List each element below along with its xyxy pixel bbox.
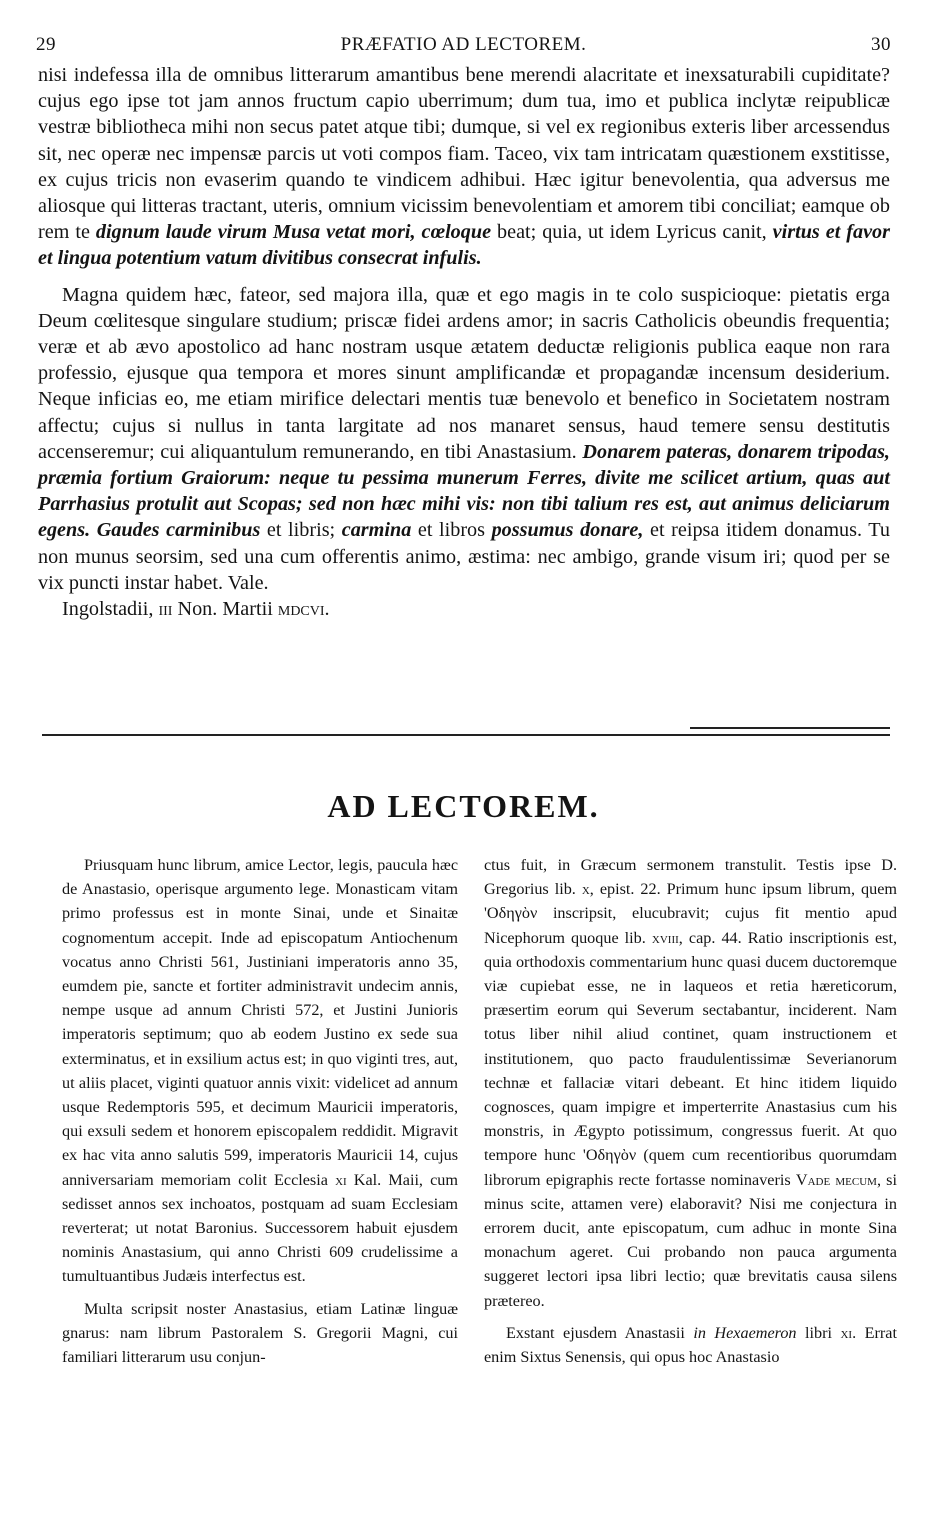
text-span: , epist. 22. Primum hunc ipsum librum, quem 'Οδηγὸν inscripsit, elucubravit; cujus fit mentio apud Nicephorum quoque lib. (484, 880, 897, 947)
italic-word: carmina (341, 519, 412, 542)
text-span: et reipsa itidem donamus. Tu non munus seorsim, sed una cum offerentis animo, æstima: nec ambigo, grande visum iri; quod per se vix puncti instar habet. Vale. (38, 519, 890, 594)
section-divider-short (690, 727, 890, 729)
roman-numeral: xi (840, 1323, 853, 1342)
italic-quote: virtus et favor et lingua potentium vatum divitibus consecrat infulis. (38, 221, 890, 270)
roman-numeral: xi (335, 1170, 347, 1189)
italic-quote: dignum laude virum Musa vetat mori, cœloque (95, 221, 492, 244)
roman-numeral: iii (158, 598, 173, 621)
roman-numeral: xviii (651, 928, 679, 947)
section-title: AD LECTOREM. (327, 788, 600, 824)
text-span: Kal. Maii, cum sedisset annos sex inchoatos, postquam ad suam Ecclesiam reverterat; ut notat Baronius. Successorem habuit ejusdem nominis Anastasium, qui anno Christi 609 crudelissime a tumultuantibus Judæis interfectus est. (62, 1170, 458, 1286)
right-paragraph-2 (484, 1321, 897, 1369)
page-number-left: 29 (36, 34, 56, 55)
roman-numeral: x (581, 880, 590, 899)
text-span: Magna quidem hæc, fateor, sed majora illa, quæ et ego magis in te colo suspicioque: pietatis erga Deum cœlitesque singulare studium; priscæ fidei ardens amor; in sacris Catholicis obeundis frequentia; veræ et ab ævo apostolico ad hanc nostram usque ætatem deductæ religionis publica eaque non rara professio, ejusque qua tempora et mores sinunt amplificandæ et propagandæ incensum desiderium. Neque inficias eo, me etiam mirifice delectari mentis tuæ benevolo et benefico in Societatem nostram affectu; cujus si nullus in tanta largitate ad nos manaret sensus, haud temere sensu destitutis accenseremur; cui aliquantulum remunerando, en tibi Anastasium. (38, 283, 890, 463)
preface-paragraph-1 (38, 62, 890, 272)
right-paragraph-1 (484, 853, 897, 1313)
text-span: , si minus scite, attamen vere) elaboravit? Nisi me conjectura in errorem ducit, ante episcopatum, cum adhuc in monte Sina monachum ageret. Cui probando non pauca argumenta suggeret lectori ipsa libri lectio; quæ brevitatis causa silens prætereo. (484, 1170, 897, 1310)
preface-text (38, 62, 890, 622)
text-span: et libros (411, 519, 492, 542)
small-caps-phrase: Vade mecum (795, 1170, 877, 1189)
text-span: libri (796, 1323, 841, 1342)
italic-quote: Donarem pateras, donarem tripodas, præmia fortium Graiorum: neque tu pessima munerum Ferres, divite me scilicet artium, quas aut Parrhasius protulit aut Scopas; sed non hæc mihi vis: non tibi talium res est, aut animus deliciarum egens. Gaudes carminibus (38, 440, 890, 542)
running-head (36, 34, 891, 58)
left-column (62, 853, 458, 1369)
left-paragraph-1 (62, 853, 458, 1289)
text-span: Ingolstadii, (62, 598, 159, 621)
right-column (484, 853, 897, 1369)
text-span: Priusquam hunc librum, amice Lector, legis, paucula hæc de Anastasio, operisque argumento lege. Monasticam vitam primo professus est in monte Sinai, unde et Sinaitæ cognomentum accepit. Inde ad episcopatum Antiochenum vocatus anno Christi 561, Justiniani imperatoris anno 35, eumdem pie, sancte et fortiter administravit undecim annis, nempe usque ad annum Christi 572, et Justini Junioris imperatoris septimum; quo ab eodem Justino ex sede sua exterminatus, et in exsilium actus est; in quo viginti tres, aut, ut aliis placet, viginti quatuor annis vixit: videlicet ad annum usque Redemptoris 595, et decimum Mauricii imperatoris, qui exsuli sedem et honorem episcopalem reddidit. Migravit ex hac vita anno salutis 599, imperatoris Mauricii 14, cujus anniversariam memoriam colit Ecclesia (62, 856, 458, 1189)
page-number-right: 30 (871, 34, 891, 55)
left-paragraph-2: Multa scripsit noster Anastasius, etiam Latinæ linguæ gnarus: nam librum Pastoralem S. Gregorii Magni, cui familiari litterarum usu conjun- (62, 1299, 458, 1367)
roman-numeral: mdcvi (277, 598, 325, 621)
text-span: . Errat enim Sixtus Senensis, qui opus hoc Anastasio (484, 1323, 897, 1367)
text-span: beat; quia, ut idem Lyricus canit, (491, 221, 773, 244)
text-span: , cap. 44. Ratio inscriptionis est, quia orthodoxis commentarium hunc quasi ducem ductoremque viæ cupiebat esse, ne in laqueos et retia hæreticorum, præsertim eorum qui Severum sectabantur, inciderent. Nam totus liber nihil aliud continet, quam instructionem et institutionem, quo pacto fraudulentissimæ Severianorum technæ et fallaciæ vitari debeant. Et hinc itidem liquido cognosces, quam impigre et imperterrite Anastasius cum his monstris, in Ægypto potissimum, congressus fuerit. At quo tempore hunc 'Οδηγὸν (quem cum recentioribus quorumdam librorum epigraphis recte fortasse nominaveris (484, 928, 898, 1189)
signature-line (38, 596, 890, 622)
text-span: Exstant ejusdem Anastasii (506, 1323, 694, 1342)
preface-paragraph-2 (38, 282, 890, 596)
text-span: . (324, 598, 330, 621)
italic-quote: possumus donare, (491, 519, 644, 542)
text-span: Non. Martii (172, 598, 278, 621)
text-span: et libris; (260, 519, 342, 542)
text-span: ctus fuit, in Græcum sermonem transtulit. Testis ipse D. Gregorius lib. (484, 856, 897, 899)
italic-title: in Hexaemeron (693, 1323, 797, 1342)
section-divider (42, 734, 890, 736)
running-title: PRÆFATIO AD LECTOREM. (340, 34, 587, 55)
text-span: nisi indefessa illa de omnibus litterarum amantibus bene merendi alacritate et inexsaturabili cupiditate? cujus ego ipse tot jam annos fructum capio uberrimum; dum tua, imo et publica inclytæ reipublicæ vestræ bibliotheca mihi non secus patet atque tibi; dumque, si vel ex regionibus exteris liber arcessendus sit, nec operæ nec impensæ parcis ut voti compos fiam. Taceo, vix tam intricatam quæstionem exstitisse, ex cujus tricis non evaserim quando te vindicem adhibui. Hæc igitur benevolentia, qua adversus me aliosque qui litteras tractant, uteris, omnium vicissim benevolentiam et amorem tibi conciliat; eamque ob rem te (38, 64, 890, 244)
